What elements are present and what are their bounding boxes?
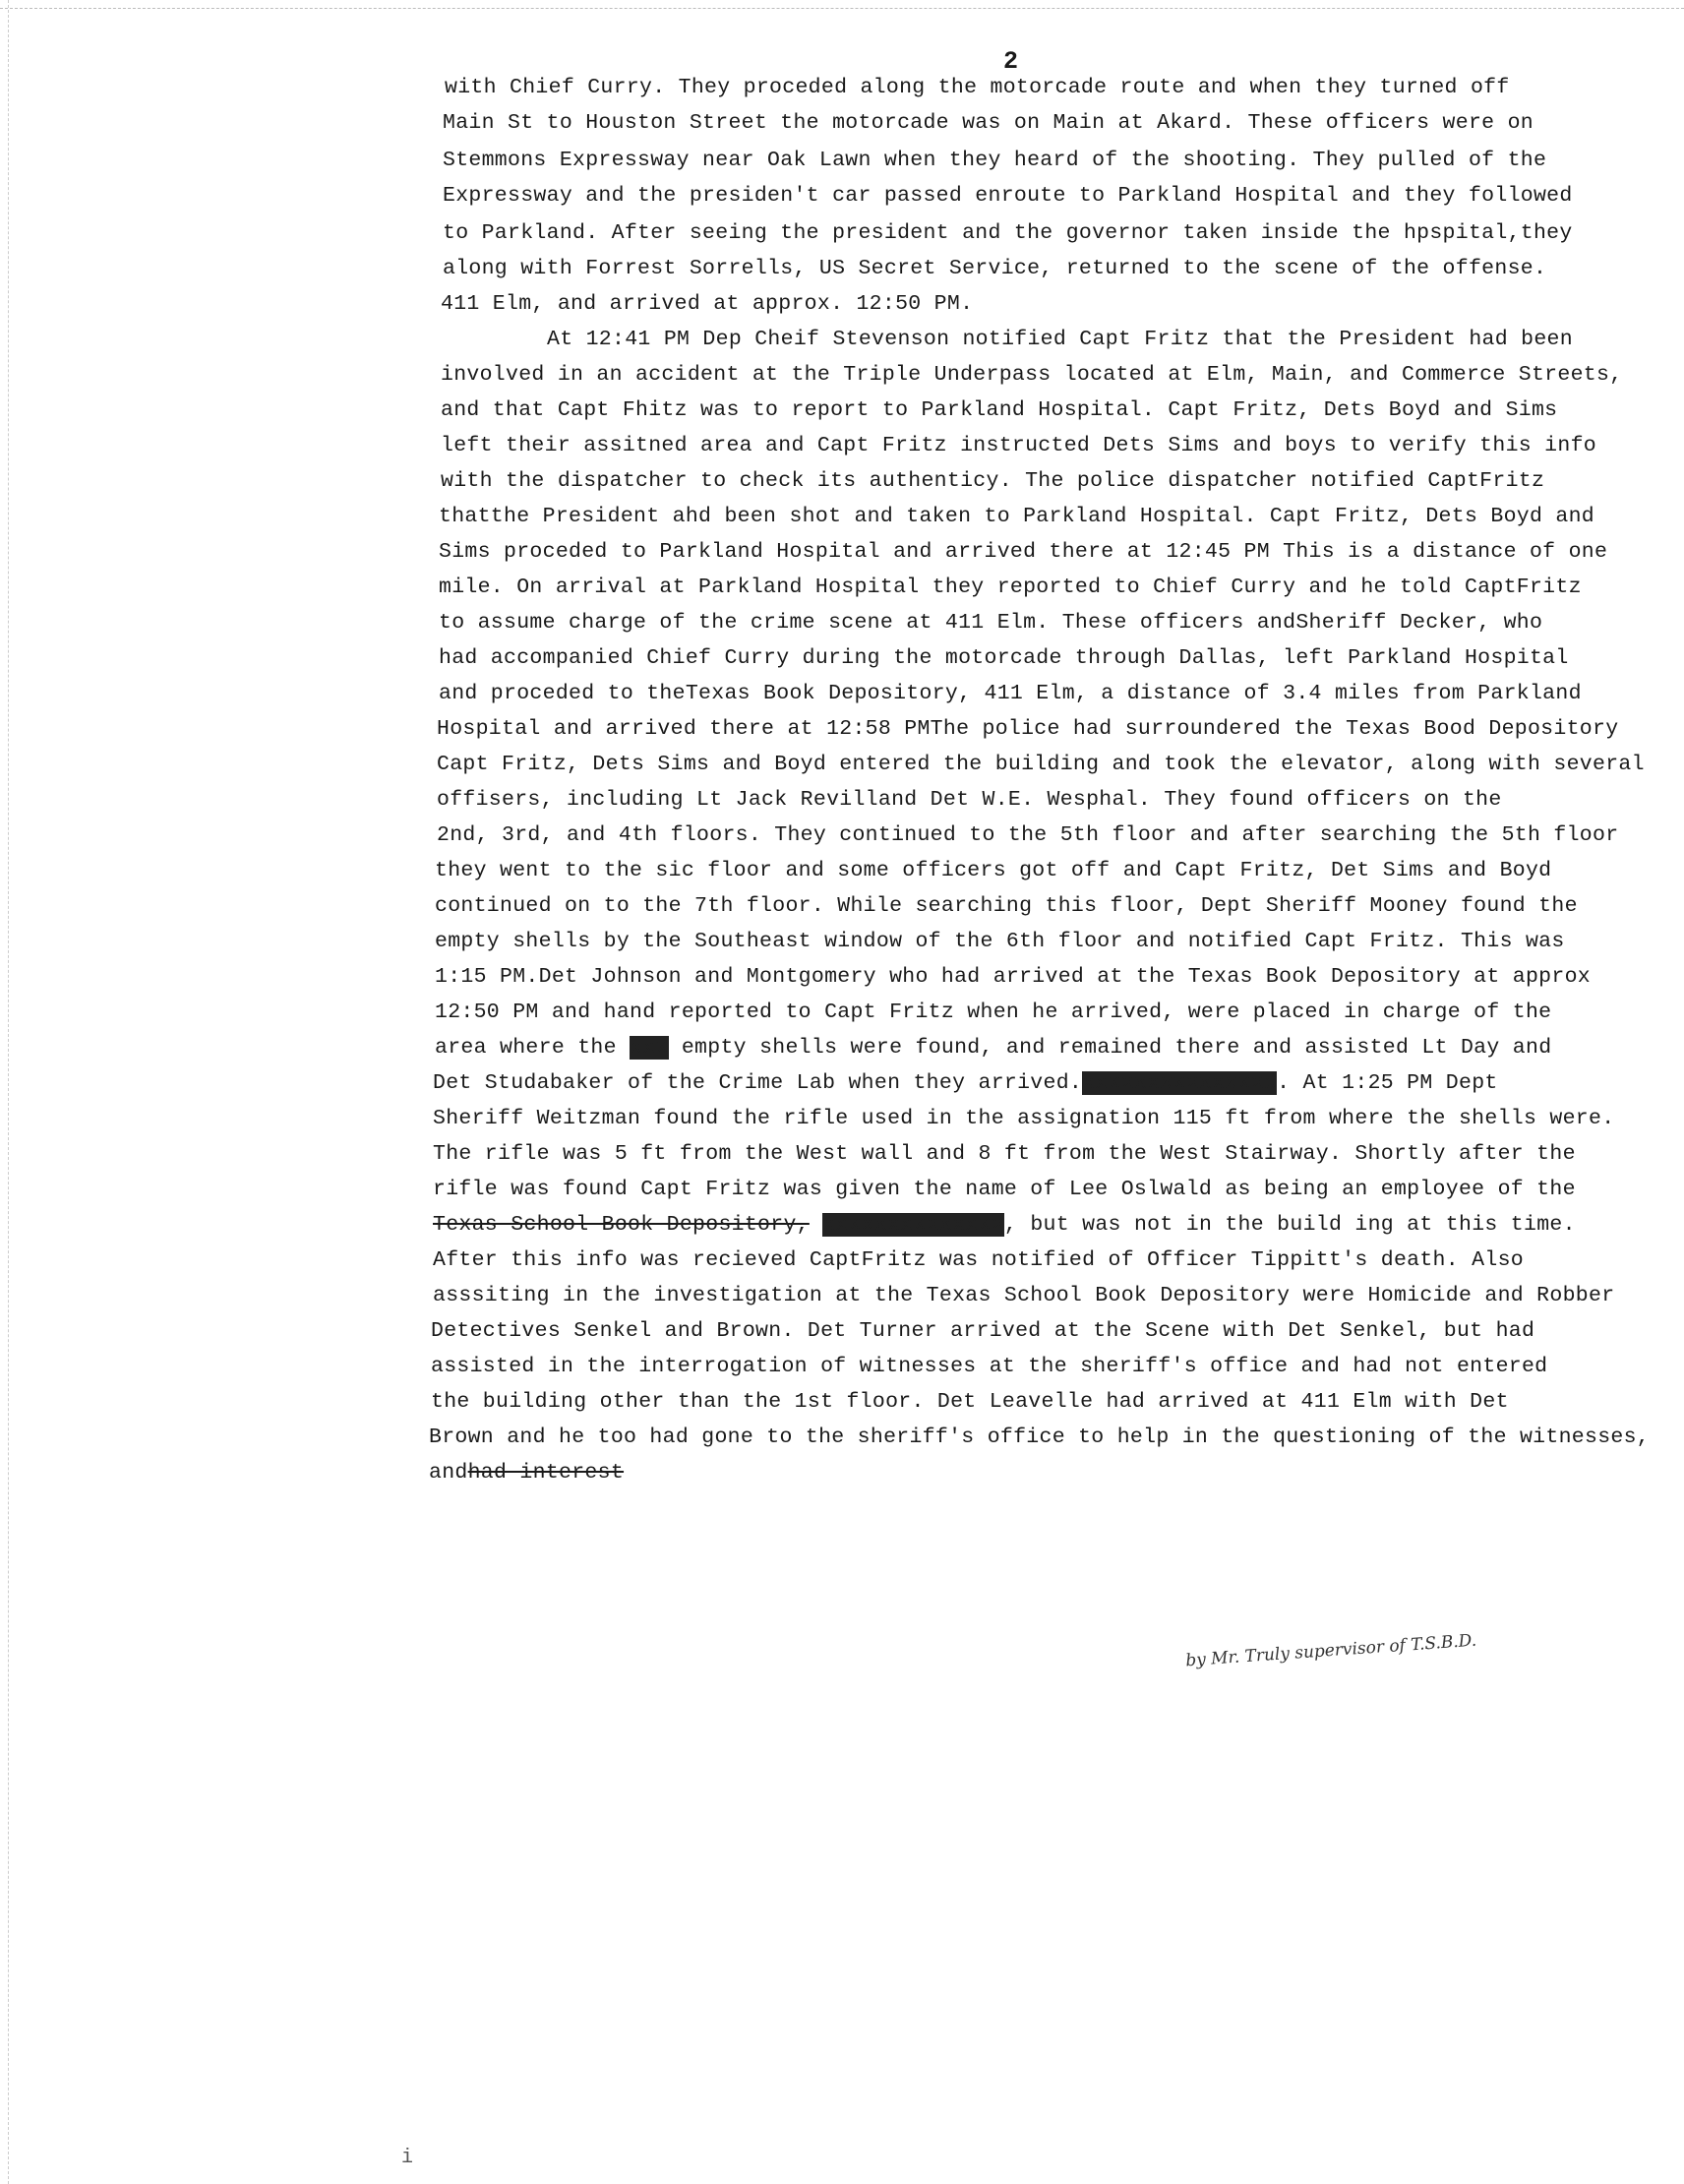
text-line: Expressway and the presiden't car passed enroute to Parkland Hospital and they followed bbox=[443, 184, 1573, 208]
typed-over-redaction: xxxxxxxxxxxxxx bbox=[822, 1213, 1004, 1237]
text-line: had accompanied Chief Curry during the motorcade through Dallas, left Parkland Hospital bbox=[439, 646, 1569, 670]
text-fragment: . At 1:25 PM Dept bbox=[1277, 1071, 1498, 1095]
handwritten-annotation: by Mr. Truly supervisor of T.S.B.D. bbox=[1184, 1630, 1477, 1671]
scan-edge-top bbox=[0, 8, 1684, 9]
scan-edge-left bbox=[8, 0, 9, 2184]
text-fragment: and bbox=[429, 1461, 468, 1485]
text-line: with Chief Curry. They proceded along the motorcade route and when they turned off bbox=[445, 76, 1510, 99]
text-line: Sims proceded to Parkland Hospital and arrived there at 12:45 PM This is a distance of one bbox=[439, 540, 1608, 564]
text-line: Hospital and arrived there at 12:58 PMThe police had surroundered the Texas Bood Depository bbox=[437, 717, 1619, 741]
text-line: Stemmons Expressway near Oak Lawn when they heard of the shooting. They pulled of the bbox=[443, 149, 1547, 172]
text-line: continued on to the 7th floor. While searching this floor, Dept Sheriff Mooney found the bbox=[435, 894, 1578, 918]
text-line: 1:15 PM.Det Johnson and Montgomery who had arrived at the Texas Book Depository at approx bbox=[435, 965, 1591, 989]
text-line: The rifle was 5 ft from the West wall and 8 ft from the West Stairway. Shortly after the bbox=[433, 1142, 1576, 1166]
text-line: Capt Fritz, Dets Sims and Boyd entered the building and took the elevator, along with several bbox=[437, 753, 1645, 776]
text-line: left their assitned area and Capt Fritz instructed Dets Sims and boys to verify this info bbox=[441, 434, 1596, 457]
text-line: At 12:41 PM Dep Cheif Stevenson notified Capt Fritz that the President had been bbox=[547, 328, 1573, 351]
typed-over-redaction: xxx bbox=[630, 1036, 669, 1060]
margin-mark: i bbox=[401, 2147, 414, 2169]
text-line: with the dispatcher to check its authenticy. The police dispatcher notified CaptFritz bbox=[441, 469, 1545, 493]
text-line: 12:50 PM and hand reported to Capt Fritz when he arrived, were placed in charge of the bbox=[435, 1001, 1552, 1024]
text-line: involved in an accident at the Triple Underpass located at Elm, Main, and Commerce Streets, bbox=[441, 363, 1623, 387]
text-line: asssiting in the investigation at the Texas School Book Depository were Homicide and Robber bbox=[433, 1284, 1615, 1307]
text-line bbox=[433, 1212, 1576, 1238]
text-line bbox=[429, 1460, 624, 1486]
typed-over-redaction: xxxxxxxxxxxxxxx bbox=[1082, 1071, 1278, 1095]
text-line: After this info was recieved CaptFritz was notified of Officer Tippitt's death. Also bbox=[433, 1248, 1524, 1272]
text-line: rifle was found Capt Fritz was given the name of Lee Oslwald as being an employee of the bbox=[433, 1178, 1576, 1201]
text-fragment: , but was not in the build ing at this time. bbox=[1003, 1213, 1576, 1237]
text-line: assisted in the interrogation of witnesses at the sheriff's office and had not entered bbox=[431, 1355, 1548, 1378]
text-line: Sheriff Weitzman found the rifle used in the assignation 115 ft from where the shells were. bbox=[433, 1107, 1615, 1130]
text-line: to Parkland. After seeing the president and the governor taken inside the hpspital,they bbox=[443, 221, 1573, 245]
text-line: 411 Elm, and arrived at approx. 12:50 PM. bbox=[441, 292, 974, 316]
text-fragment: area where the bbox=[435, 1036, 617, 1060]
page-number: 2 bbox=[1003, 47, 1019, 76]
struck-text: had interest bbox=[467, 1461, 625, 1485]
text-line: to assume charge of the crime scene at 411 Elm. These officers andSheriff Decker, who bbox=[439, 611, 1543, 635]
text-line: the building other than the 1st floor. Det Leavelle had arrived at 411 Elm with Det bbox=[431, 1390, 1509, 1414]
text-line bbox=[433, 1070, 1498, 1096]
struck-text: Texas School Book Depository, bbox=[433, 1213, 810, 1237]
text-line: they went to the sic floor and some officers got off and Capt Fritz, Det Sims and Boyd bbox=[435, 859, 1552, 882]
text-line: thatthe President ahd been shot and taken to Parkland Hospital. Capt Fritz, Dets Boyd and bbox=[439, 505, 1594, 528]
text-fragment: Det Studabaker of the Crime Lab when they arrived. bbox=[433, 1071, 1083, 1095]
text-line: 2nd, 3rd, and 4th floors. They continued to the 5th floor and after searching the 5th floor bbox=[437, 823, 1619, 847]
text-line bbox=[435, 1035, 1551, 1061]
text-line: and that Capt Fhitz was to report to Parkland Hospital. Capt Fritz, Dets Boyd and Sims bbox=[441, 398, 1558, 422]
text-line: along with Forrest Sorrells, US Secret Service, returned to the scene of the offense. bbox=[443, 257, 1547, 280]
text-line: and proceded to theTexas Book Depository, 411 Elm, a distance of 3.4 miles from Parkland bbox=[439, 682, 1582, 705]
text-line: offisers, including Lt Jack Revilland Det W.E. Wesphal. They found officers on the bbox=[437, 788, 1502, 812]
text-line: empty shells by the Southeast window of the 6th floor and notified Capt Fritz. This was bbox=[435, 930, 1565, 953]
text-line: mile. On arrival at Parkland Hospital they reported to Chief Curry and he told CaptFritz bbox=[439, 576, 1582, 599]
text-fragment: empty shells were found, and remained there and assisted Lt Day and bbox=[681, 1036, 1552, 1060]
text-line: Main St to Houston Street the motorcade was on Main at Akard. These officers were on bbox=[443, 111, 1534, 135]
text-line: Brown and he too had gone to the sheriff's office to help in the questioning of the witnesses, bbox=[429, 1426, 1650, 1449]
text-line: Detectives Senkel and Brown. Det Turner arrived at the Scene with Det Senkel, but had bbox=[431, 1319, 1535, 1343]
